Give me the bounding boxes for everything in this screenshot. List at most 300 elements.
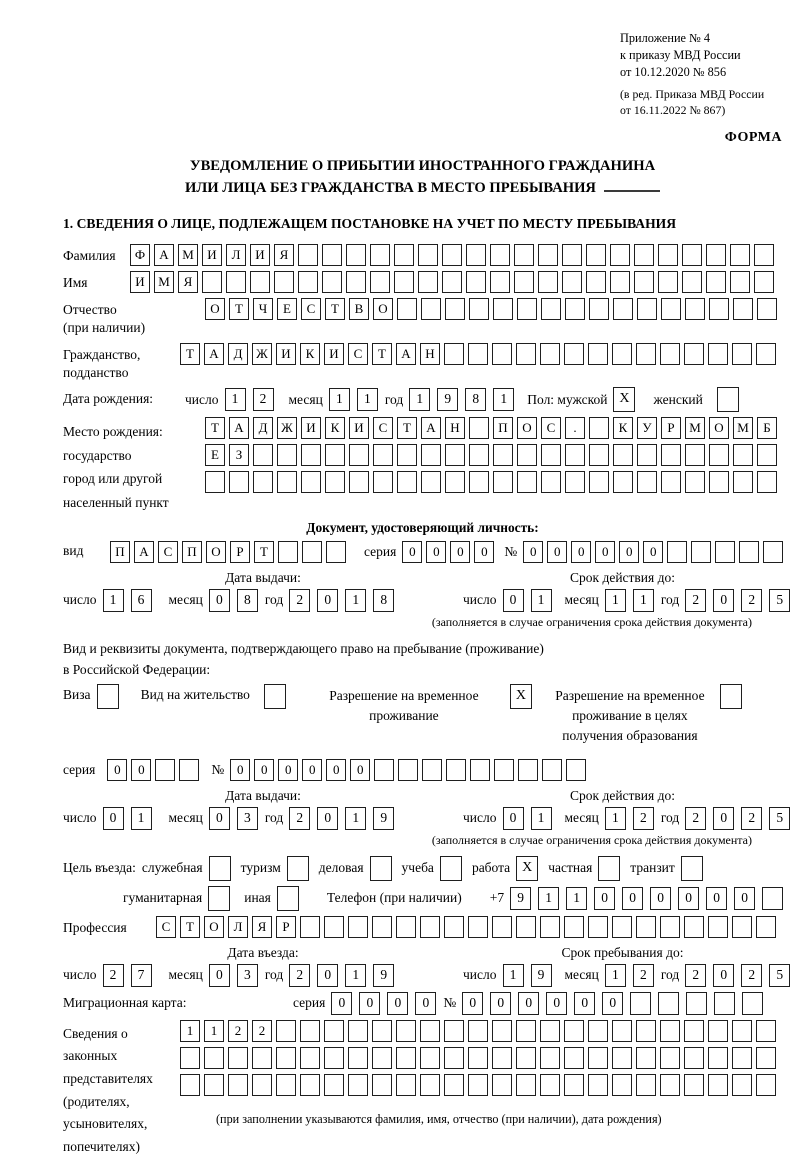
form-cell[interactable] [564, 1074, 584, 1096]
purpose-business-checkbox[interactable] [209, 856, 231, 881]
form-cell[interactable] [565, 298, 585, 320]
form-cell[interactable] [732, 1020, 752, 1042]
migration-number-cells[interactable] [462, 992, 770, 1015]
form-cell[interactable]: А [421, 417, 441, 439]
form-cell[interactable]: С [158, 541, 178, 563]
form-cell[interactable]: 0 [602, 992, 623, 1015]
form-cell[interactable]: 1 [633, 589, 654, 612]
form-cell[interactable]: 0 [643, 541, 663, 563]
form-cell[interactable]: О [709, 417, 729, 439]
form-cell[interactable]: 2 [685, 589, 706, 612]
form-cell[interactable]: А [396, 343, 416, 365]
form-cell[interactable]: Ф [130, 244, 150, 266]
purpose-transit-checkbox[interactable] [681, 856, 703, 881]
form-cell[interactable]: У [637, 417, 657, 439]
form-cell[interactable] [468, 1047, 488, 1069]
form-cell[interactable] [274, 271, 294, 293]
form-cell[interactable] [540, 1047, 560, 1069]
form-cell[interactable] [613, 298, 633, 320]
form-cell[interactable] [468, 916, 488, 938]
form-cell[interactable] [444, 1020, 464, 1042]
form-cell[interactable] [588, 916, 608, 938]
form-cell[interactable] [564, 916, 584, 938]
form-cell[interactable]: 0 [426, 541, 446, 563]
form-cell[interactable] [685, 298, 705, 320]
form-cell[interactable] [422, 759, 442, 781]
form-cell[interactable] [708, 1074, 728, 1096]
form-cell[interactable] [276, 1047, 296, 1069]
form-cell[interactable] [302, 541, 322, 563]
last-name-cells[interactable] [130, 244, 778, 266]
form-cell[interactable]: 0 [490, 992, 511, 1015]
form-cell[interactable]: 8 [237, 589, 258, 612]
form-cell[interactable] [493, 298, 513, 320]
form-cell[interactable]: 1 [103, 589, 124, 612]
form-cell[interactable]: 0 [278, 759, 298, 781]
form-cell[interactable] [588, 1047, 608, 1069]
form-cell[interactable] [300, 916, 320, 938]
form-cell[interactable] [264, 684, 286, 709]
form-cell[interactable] [490, 244, 510, 266]
form-cell[interactable]: 1 [605, 964, 626, 987]
form-cell[interactable]: 0 [619, 541, 639, 563]
form-cell[interactable] [762, 887, 783, 910]
form-cell[interactable] [348, 916, 368, 938]
form-cell[interactable] [589, 417, 609, 439]
form-cell[interactable] [326, 541, 346, 563]
form-cell[interactable] [730, 244, 750, 266]
expiry-day-cells[interactable] [503, 807, 559, 830]
form-cell[interactable]: А [154, 244, 174, 266]
form-cell[interactable] [394, 244, 414, 266]
form-cell[interactable] [612, 1047, 632, 1069]
form-cell[interactable] [300, 1020, 320, 1042]
form-cell[interactable] [348, 1074, 368, 1096]
form-cell[interactable]: В [349, 298, 369, 320]
form-cell[interactable] [517, 298, 537, 320]
form-cell[interactable] [252, 1047, 272, 1069]
birth-place-cells-row3[interactable] [205, 471, 781, 493]
form-cell[interactable] [445, 471, 465, 493]
form-cell[interactable] [421, 298, 441, 320]
issue-day-cells[interactable] [103, 807, 159, 830]
form-cell[interactable]: 2 [741, 807, 762, 830]
form-cell[interactable]: 5 [769, 807, 790, 830]
form-cell[interactable] [757, 471, 777, 493]
form-cell[interactable]: 5 [769, 589, 790, 612]
form-cell[interactable] [516, 1020, 536, 1042]
doc-series-cells[interactable] [402, 541, 498, 563]
residence-permit-checkbox[interactable] [264, 684, 286, 709]
form-cell[interactable]: З [229, 444, 249, 466]
form-cell[interactable] [732, 1047, 752, 1069]
form-cell[interactable] [538, 271, 558, 293]
form-cell[interactable] [717, 387, 739, 412]
form-cell[interactable]: 7 [131, 964, 152, 987]
form-cell[interactable] [682, 271, 702, 293]
form-cell[interactable]: . [565, 417, 585, 439]
form-cell[interactable] [658, 992, 679, 1015]
purpose-private-checkbox[interactable] [598, 856, 620, 881]
form-cell[interactable] [372, 1047, 392, 1069]
entry-year-cells[interactable] [289, 964, 401, 987]
form-cell[interactable]: 1 [503, 964, 524, 987]
form-cell[interactable]: 0 [734, 887, 755, 910]
form-cell[interactable] [420, 1074, 440, 1096]
form-cell[interactable] [440, 856, 462, 881]
form-cell[interactable] [612, 1074, 632, 1096]
purpose-commercial-checkbox[interactable] [370, 856, 392, 881]
form-cell[interactable] [442, 271, 462, 293]
citizenship-cells[interactable] [180, 343, 780, 365]
form-cell[interactable] [658, 271, 678, 293]
form-cell[interactable] [517, 471, 537, 493]
form-cell[interactable] [660, 916, 680, 938]
form-cell[interactable] [205, 471, 225, 493]
form-cell[interactable] [226, 271, 246, 293]
expiry-year-cells[interactable] [685, 807, 797, 830]
form-cell[interactable] [709, 444, 729, 466]
purpose-work-checkbox[interactable] [516, 856, 538, 881]
form-cell[interactable]: 0 [474, 541, 494, 563]
form-cell[interactable]: 6 [131, 589, 152, 612]
form-cell[interactable] [708, 343, 728, 365]
birth-place-cells-row1[interactable] [205, 417, 781, 439]
form-cell[interactable]: И [276, 343, 296, 365]
form-cell[interactable]: 2 [289, 807, 310, 830]
form-cell[interactable] [733, 471, 753, 493]
form-cell[interactable]: Б [757, 417, 777, 439]
form-cell[interactable] [204, 1047, 224, 1069]
form-cell[interactable] [685, 444, 705, 466]
form-cell[interactable] [540, 1074, 560, 1096]
form-cell[interactable]: М [178, 244, 198, 266]
form-cell[interactable] [565, 444, 585, 466]
sex-male-checkbox[interactable] [613, 387, 635, 412]
form-cell[interactable]: Т [325, 298, 345, 320]
form-cell[interactable] [516, 1047, 536, 1069]
form-cell[interactable] [660, 343, 680, 365]
form-cell[interactable] [540, 1020, 560, 1042]
form-cell[interactable]: 0 [209, 589, 230, 612]
first-name-cells[interactable] [130, 271, 778, 293]
form-cell[interactable] [589, 444, 609, 466]
form-cell[interactable] [277, 444, 297, 466]
form-cell[interactable]: 1 [345, 589, 366, 612]
form-cell[interactable]: А [134, 541, 154, 563]
form-cell[interactable]: 0 [595, 541, 615, 563]
form-cell[interactable] [228, 1047, 248, 1069]
form-cell[interactable] [514, 244, 534, 266]
form-cell[interactable]: Т [205, 417, 225, 439]
form-cell[interactable] [468, 1020, 488, 1042]
form-cell[interactable] [373, 471, 393, 493]
form-cell[interactable]: 0 [571, 541, 591, 563]
form-cell[interactable]: 1 [131, 807, 152, 830]
form-cell[interactable] [757, 444, 777, 466]
form-cell[interactable] [372, 1020, 392, 1042]
form-cell[interactable]: Р [276, 916, 296, 938]
form-cell[interactable] [446, 759, 466, 781]
form-cell[interactable] [514, 271, 534, 293]
form-cell[interactable] [686, 992, 707, 1015]
form-cell[interactable] [754, 244, 774, 266]
form-cell[interactable] [610, 271, 630, 293]
form-cell[interactable]: А [204, 343, 224, 365]
form-cell[interactable] [466, 244, 486, 266]
form-cell[interactable]: 1 [605, 589, 626, 612]
form-cell[interactable]: Ч [253, 298, 273, 320]
form-cell[interactable] [661, 444, 681, 466]
form-cell[interactable]: 1 [329, 388, 350, 411]
form-cell[interactable] [494, 759, 514, 781]
form-cell[interactable]: 0 [415, 992, 436, 1015]
form-cell[interactable] [421, 471, 441, 493]
form-cell[interactable] [566, 759, 586, 781]
residence-series-cells[interactable] [107, 759, 203, 781]
form-cell[interactable] [204, 1074, 224, 1096]
form-cell[interactable] [720, 684, 742, 709]
form-cell[interactable] [492, 1020, 512, 1042]
form-cell[interactable]: С [541, 417, 561, 439]
purpose-tourism-checkbox[interactable] [287, 856, 309, 881]
form-cell[interactable] [324, 1020, 344, 1042]
form-cell[interactable] [394, 271, 414, 293]
form-cell[interactable] [589, 471, 609, 493]
form-cell[interactable] [661, 471, 681, 493]
form-cell[interactable] [588, 1020, 608, 1042]
form-cell[interactable] [349, 471, 369, 493]
form-cell[interactable] [370, 244, 390, 266]
form-cell[interactable]: И [349, 417, 369, 439]
form-cell[interactable] [610, 244, 630, 266]
form-cell[interactable] [757, 298, 777, 320]
form-cell[interactable] [684, 343, 704, 365]
form-cell[interactable]: 0 [317, 964, 338, 987]
form-cell[interactable] [684, 1047, 704, 1069]
form-cell[interactable] [287, 856, 309, 881]
form-cell[interactable]: С [301, 298, 321, 320]
representatives-cells-row3[interactable] [180, 1074, 780, 1096]
form-cell[interactable]: О [204, 916, 224, 938]
form-cell[interactable] [733, 298, 753, 320]
form-cell[interactable] [493, 471, 513, 493]
form-cell[interactable] [756, 1020, 776, 1042]
representatives-cells-row1[interactable] [180, 1020, 780, 1042]
form-cell[interactable]: 0 [107, 759, 127, 781]
birth-place-cells-row2[interactable] [205, 444, 781, 466]
form-cell[interactable]: 0 [503, 807, 524, 830]
form-cell[interactable] [398, 759, 418, 781]
form-cell[interactable] [754, 271, 774, 293]
form-cell[interactable] [301, 471, 321, 493]
expiry-day-cells[interactable] [503, 589, 559, 612]
form-cell[interactable] [418, 244, 438, 266]
form-cell[interactable]: Я [252, 916, 272, 938]
form-cell[interactable] [444, 343, 464, 365]
form-cell[interactable] [630, 992, 651, 1015]
form-cell[interactable] [708, 1047, 728, 1069]
form-cell[interactable] [228, 1074, 248, 1096]
form-cell[interactable]: 0 [574, 992, 595, 1015]
form-cell[interactable]: 0 [131, 759, 151, 781]
form-cell[interactable] [325, 471, 345, 493]
form-cell[interactable] [445, 298, 465, 320]
form-cell[interactable]: 0 [450, 541, 470, 563]
form-cell[interactable] [708, 1020, 728, 1042]
form-cell[interactable] [708, 916, 728, 938]
form-cell[interactable] [179, 759, 199, 781]
form-cell[interactable] [636, 343, 656, 365]
form-cell[interactable] [349, 444, 369, 466]
issue-year-cells[interactable] [289, 589, 401, 612]
form-cell[interactable]: 2 [685, 964, 706, 987]
form-cell[interactable]: 1 [409, 388, 430, 411]
form-cell[interactable] [396, 1074, 416, 1096]
form-cell[interactable]: П [110, 541, 130, 563]
form-cell[interactable] [348, 1020, 368, 1042]
form-cell[interactable] [374, 759, 394, 781]
form-cell[interactable] [613, 471, 633, 493]
form-cell[interactable]: И [301, 417, 321, 439]
form-cell[interactable] [517, 444, 537, 466]
form-cell[interactable]: М [154, 271, 174, 293]
form-cell[interactable] [492, 1074, 512, 1096]
form-cell[interactable] [636, 1020, 656, 1042]
form-cell[interactable] [756, 1047, 776, 1069]
form-cell[interactable] [253, 471, 273, 493]
form-cell[interactable] [756, 916, 776, 938]
form-cell[interactable]: 0 [317, 589, 338, 612]
form-cell[interactable]: Н [420, 343, 440, 365]
form-cell[interactable] [541, 444, 561, 466]
form-cell[interactable]: 1 [345, 964, 366, 987]
form-cell[interactable] [346, 244, 366, 266]
form-cell[interactable] [562, 244, 582, 266]
form-cell[interactable] [277, 471, 297, 493]
temp-residence-education-checkbox[interactable] [720, 684, 742, 709]
form-cell[interactable]: П [493, 417, 513, 439]
expiry-month-cells[interactable] [605, 589, 661, 612]
form-cell[interactable]: 5 [769, 964, 790, 987]
form-cell[interactable] [538, 244, 558, 266]
form-cell[interactable] [684, 1074, 704, 1096]
form-cell[interactable]: Я [274, 244, 294, 266]
form-cell[interactable]: 1 [531, 807, 552, 830]
form-cell[interactable]: А [229, 417, 249, 439]
form-cell[interactable] [492, 1047, 512, 1069]
form-cell[interactable] [586, 244, 606, 266]
form-cell[interactable]: Т [397, 417, 417, 439]
issue-month-cells[interactable] [209, 589, 265, 612]
form-cell[interactable]: 1 [493, 388, 514, 411]
form-cell[interactable]: 0 [546, 992, 567, 1015]
form-cell[interactable] [396, 1020, 416, 1042]
form-cell[interactable] [763, 541, 783, 563]
form-cell[interactable]: П [182, 541, 202, 563]
form-cell[interactable]: 9 [510, 887, 531, 910]
form-cell[interactable]: К [325, 417, 345, 439]
form-cell[interactable]: Т [229, 298, 249, 320]
form-cell[interactable] [276, 1020, 296, 1042]
form-cell[interactable]: С [348, 343, 368, 365]
middle-name-cells[interactable] [205, 298, 781, 320]
form-cell[interactable]: 2 [289, 964, 310, 987]
form-cell[interactable] [516, 343, 536, 365]
form-cell[interactable] [658, 244, 678, 266]
form-cell[interactable] [278, 541, 298, 563]
representatives-cells-row2[interactable] [180, 1047, 780, 1069]
form-cell[interactable] [660, 1074, 680, 1096]
form-cell[interactable]: 0 [713, 589, 734, 612]
form-cell[interactable] [301, 444, 321, 466]
form-cell[interactable] [636, 1074, 656, 1096]
form-cell[interactable] [445, 444, 465, 466]
form-cell[interactable] [180, 1074, 200, 1096]
form-cell[interactable] [322, 271, 342, 293]
form-cell[interactable]: К [613, 417, 633, 439]
form-cell[interactable] [518, 759, 538, 781]
form-cell[interactable] [612, 916, 632, 938]
form-cell[interactable]: 0 [302, 759, 322, 781]
form-cell[interactable]: Т [180, 343, 200, 365]
form-cell[interactable] [229, 471, 249, 493]
form-cell[interactable] [322, 244, 342, 266]
form-cell[interactable] [180, 1047, 200, 1069]
form-cell[interactable]: 1 [566, 887, 587, 910]
form-cell[interactable] [492, 343, 512, 365]
form-cell[interactable] [681, 856, 703, 881]
form-cell[interactable]: О [373, 298, 393, 320]
form-cell[interactable]: И [202, 244, 222, 266]
form-cell[interactable] [298, 271, 318, 293]
form-cell[interactable] [209, 856, 231, 881]
form-cell[interactable] [468, 343, 488, 365]
form-cell[interactable]: 9 [531, 964, 552, 987]
form-cell[interactable] [397, 444, 417, 466]
purpose-other-checkbox[interactable] [277, 886, 299, 911]
form-cell[interactable]: 0 [523, 541, 543, 563]
expiry-month-cells[interactable] [605, 807, 661, 830]
form-cell[interactable] [739, 541, 759, 563]
sex-female-checkbox[interactable] [717, 387, 739, 412]
form-cell[interactable]: 9 [373, 807, 394, 830]
form-cell[interactable] [396, 916, 416, 938]
form-cell[interactable]: 0 [254, 759, 274, 781]
stay-day-cells[interactable] [503, 964, 559, 987]
form-cell[interactable]: 2 [103, 964, 124, 987]
form-cell[interactable] [588, 343, 608, 365]
form-cell[interactable]: 2 [228, 1020, 248, 1042]
form-cell[interactable] [660, 1020, 680, 1042]
form-cell[interactable] [684, 1020, 704, 1042]
form-cell[interactable] [634, 271, 654, 293]
form-cell[interactable]: Л [226, 244, 246, 266]
form-cell[interactable]: Т [372, 343, 392, 365]
form-cell[interactable] [208, 886, 230, 911]
form-cell[interactable]: Д [228, 343, 248, 365]
form-cell[interactable] [564, 343, 584, 365]
form-cell[interactable] [542, 759, 562, 781]
visa-checkbox[interactable] [97, 684, 119, 709]
form-cell[interactable]: 2 [289, 589, 310, 612]
form-cell[interactable]: 0 [331, 992, 352, 1015]
issue-month-cells[interactable] [209, 807, 265, 830]
purpose-study-checkbox[interactable] [440, 856, 462, 881]
profession-cells[interactable] [156, 916, 780, 938]
form-cell[interactable] [637, 471, 657, 493]
form-cell[interactable] [565, 471, 585, 493]
